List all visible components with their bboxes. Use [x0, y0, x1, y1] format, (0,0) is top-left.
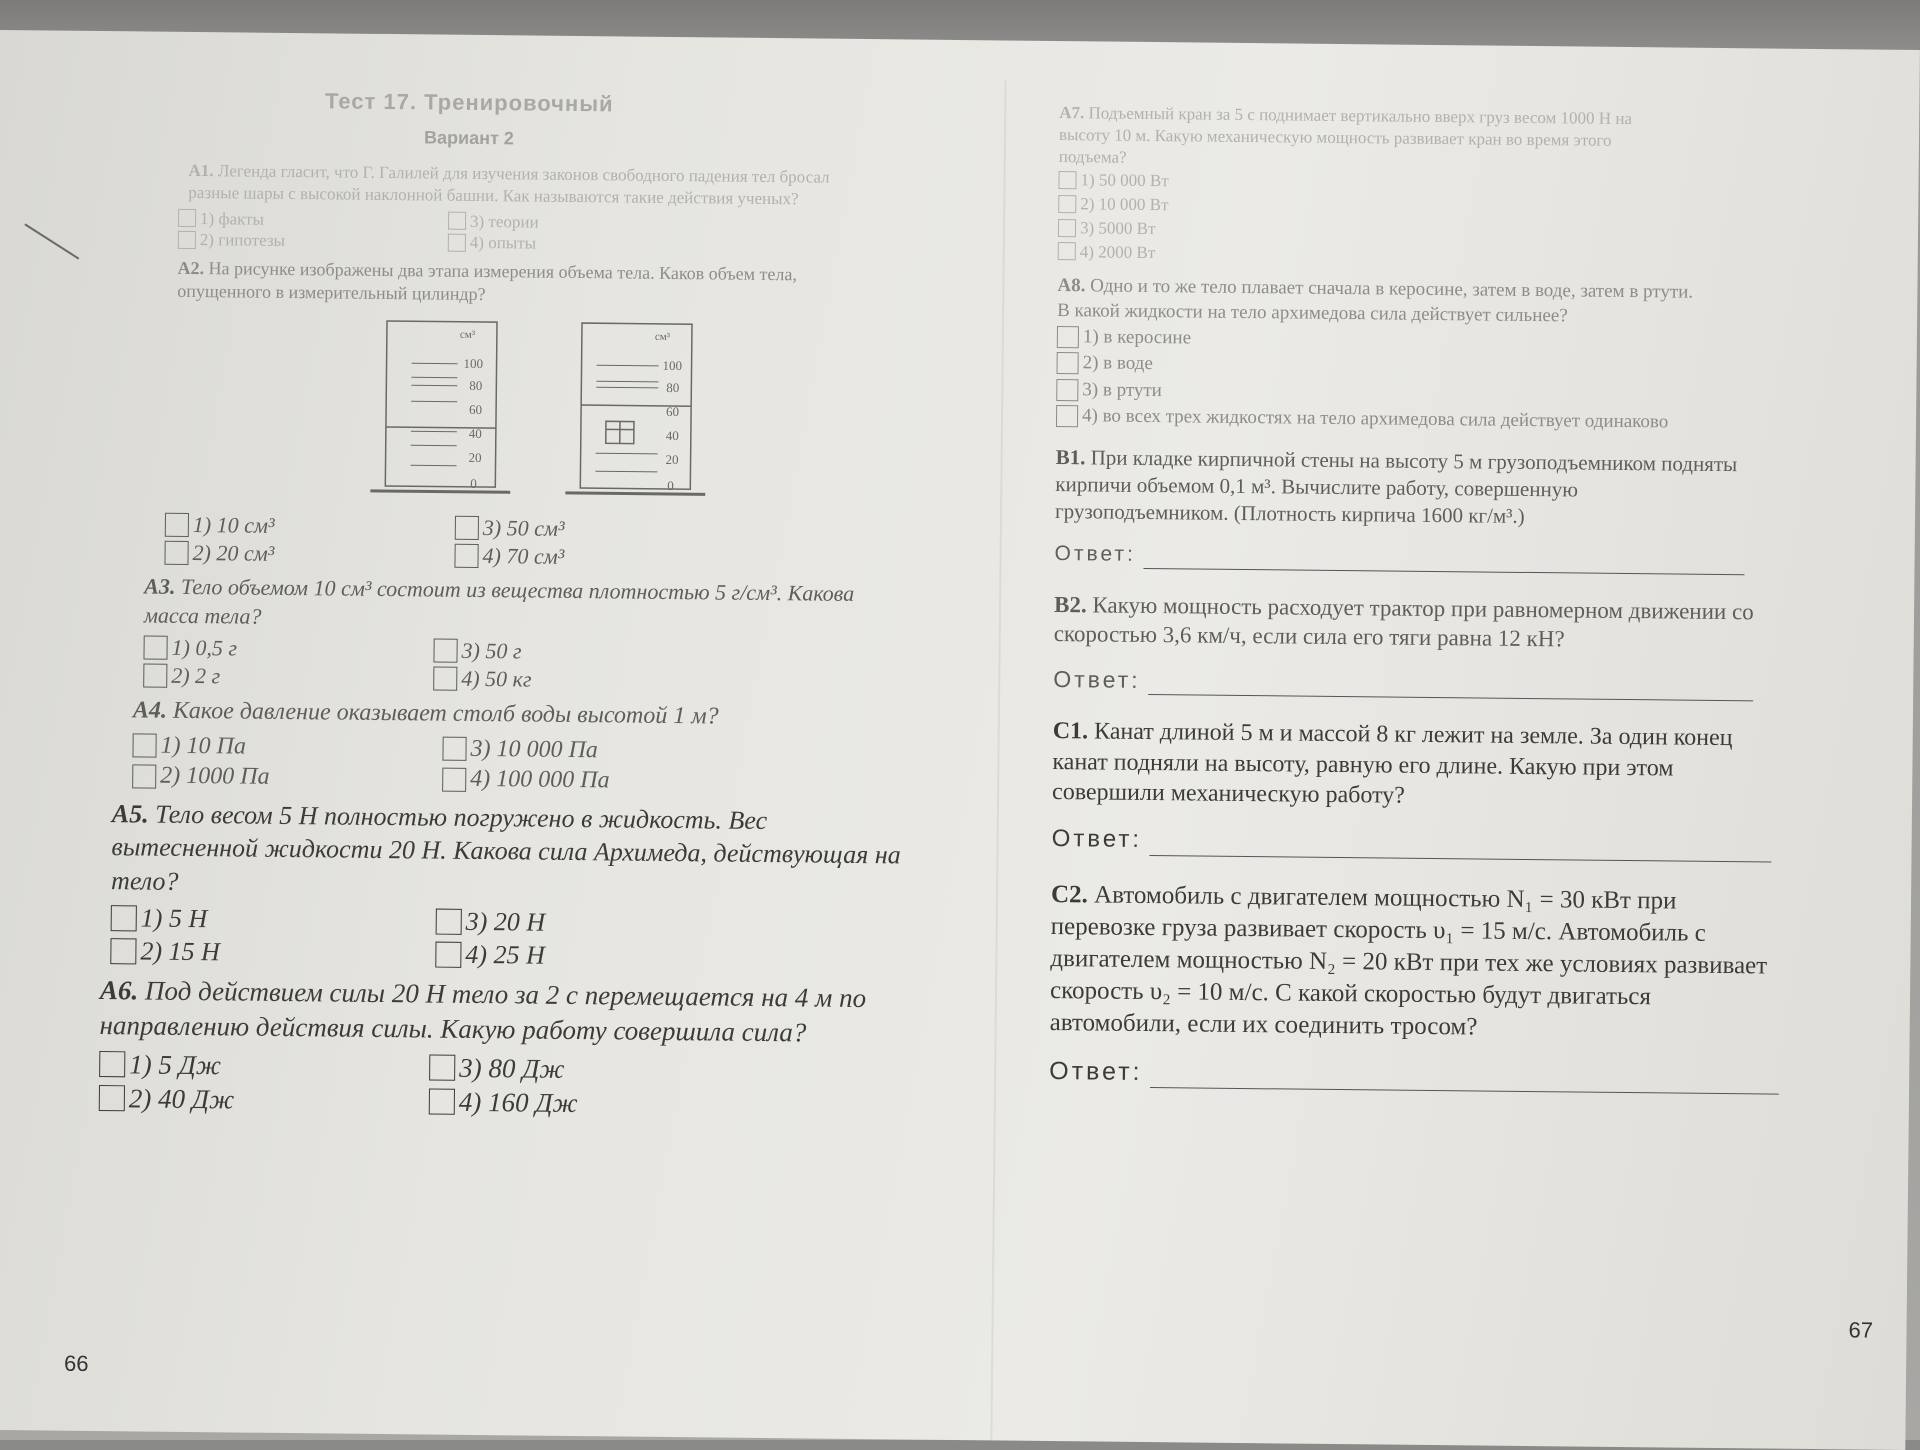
option-4[interactable]: 4) опыты [448, 232, 698, 256]
checkbox-icon[interactable] [143, 635, 167, 659]
option-1[interactable]: 1) факты [178, 207, 428, 231]
option-4[interactable]: 4) 2000 Вт [1058, 241, 1658, 269]
cylinder-unit: см³ [655, 331, 671, 343]
checkbox-icon[interactable] [442, 767, 466, 791]
book-spine [990, 80, 1006, 1440]
question-a5 [110, 797, 902, 976]
answer-field[interactable]: Ответ: [1053, 665, 1753, 702]
variant-label: Вариант 2 [119, 124, 819, 152]
checkbox-icon[interactable] [165, 513, 189, 537]
option-3[interactable]: 3) в ртути [1056, 378, 1696, 409]
question-text: Канат длиной 5 м и массой 8 кг лежит на земле. За один конец канат подняли на высоту, равную его длине. Какую при этом совершили механическую работу? [1052, 718, 1733, 809]
tick-label: 60 [666, 404, 679, 419]
right-page [1049, 96, 1779, 1094]
answer-options [132, 730, 733, 798]
open-workbook [0, 30, 1920, 1450]
answer-options [143, 633, 704, 695]
option-2[interactable]: 2) 20 см³ [164, 539, 434, 570]
cylinder-with-body [565, 321, 717, 499]
answer-line[interactable] [1150, 1069, 1779, 1095]
checkbox-icon[interactable] [1057, 352, 1079, 374]
cylinder-empty [370, 319, 522, 497]
checkbox-icon[interactable] [164, 541, 188, 565]
checkbox-icon[interactable] [448, 212, 466, 230]
option-4[interactable]: 4) 100 000 Па [442, 764, 732, 798]
question-text: Автомобиль с двигателем мощностью N₁ = 30 кВт при перевозке груза развивает скорость υ₁ = 15 м/с. Автомобиль с двигателем мощностью N₂ = 20 кВт при тех же условиях развивает скорость υ₂ = 10 м/с. С какой скоростью будут двигаться автомобили, если их соединить тросом? [1050, 881, 1768, 1040]
option-3[interactable]: 3) 5000 Вт [1058, 217, 1658, 245]
checkbox-icon[interactable] [1058, 219, 1076, 237]
question-label: А2. [177, 258, 204, 278]
question-text: На рисунке изображены два этапа измерения объема тела. Каков объем тела, опущенного в измерительный цилиндр? [177, 258, 797, 304]
option-1[interactable]: 1) 0,5 г [143, 633, 413, 664]
option-4[interactable]: 4) 25 Н [435, 938, 740, 974]
checkbox-icon[interactable] [429, 1054, 455, 1080]
page-number-right: 67 [1848, 1317, 1873, 1343]
tick-label: 0 [470, 476, 477, 491]
answer-options [99, 1047, 740, 1123]
question-b2 [1053, 590, 1754, 702]
answer-field[interactable]: Ответ: [1054, 541, 1744, 575]
option-3[interactable]: 3) 50 см³ [455, 514, 725, 545]
option-3[interactable]: 3) 10 000 Па [442, 733, 732, 767]
question-a4 [132, 695, 893, 799]
option-4[interactable]: 4) 70 см³ [454, 542, 724, 573]
answer-options [110, 901, 741, 974]
question-label: В1. [1056, 445, 1086, 469]
tick-label: 80 [469, 378, 482, 393]
question-c1 [1051, 716, 1772, 862]
question-label: А1. [188, 161, 213, 180]
question-label: В2. [1054, 592, 1087, 617]
option-2[interactable]: 2) 2 г [143, 661, 413, 692]
option-1[interactable]: 1) 50 000 Вт [1058, 169, 1658, 197]
tick-label: 0 [667, 478, 674, 493]
checkbox-icon[interactable] [1056, 379, 1078, 401]
option-2[interactable]: 2) 10 000 Вт [1058, 193, 1658, 221]
checkbox-icon[interactable] [178, 209, 196, 227]
checkbox-icon[interactable] [436, 908, 462, 934]
checkbox-icon[interactable] [429, 1089, 455, 1115]
question-label: А4. [133, 697, 167, 723]
answer-line[interactable] [1144, 550, 1745, 575]
checkbox-icon[interactable] [435, 941, 461, 967]
checkbox-icon[interactable] [448, 234, 466, 252]
option-2[interactable]: 2) 15 Н [110, 934, 415, 970]
option-1[interactable]: 1) 10 Па [132, 730, 422, 764]
checkbox-icon[interactable] [433, 638, 457, 662]
checkbox-icon[interactable] [1058, 242, 1076, 260]
checkbox-icon[interactable] [99, 1085, 125, 1111]
checkbox-icon[interactable] [143, 663, 167, 687]
option-3[interactable]: 3) 20 Н [436, 905, 741, 941]
checkbox-icon[interactable] [1056, 405, 1078, 427]
option-2[interactable]: 2) 1000 Па [132, 761, 422, 795]
checkbox-icon[interactable] [99, 1051, 125, 1077]
tick-label: 100 [662, 358, 682, 373]
checkbox-icon[interactable] [111, 905, 137, 931]
answer-line[interactable] [1150, 837, 1772, 863]
tick-label: 80 [666, 380, 679, 395]
answer-line[interactable] [1148, 676, 1753, 701]
answer-options [1058, 169, 1659, 268]
option-3[interactable]: 3) теории [448, 210, 698, 234]
question-text: При кладке кирпичной стены на высоту 5 м грузоподъемником подняты кирпичи объемом 0,1 м³. Вычислите работу, совершенную грузоподъемником. (Плотность кирпича 1600 кг/м³.) [1055, 446, 1737, 528]
tick-label: 40 [469, 426, 482, 441]
question-a2-options [164, 511, 725, 573]
question-c2 [1049, 879, 1781, 1095]
question-text: Одно и то же тело плавает сначала в керосине, затем в воде, затем в ртути. В какой жидкости на тело архимедова сила действует сильнее? [1057, 276, 1693, 326]
question-label: С1. [1053, 718, 1089, 744]
option-2[interactable]: 2) в воде [1056, 351, 1696, 382]
option-1[interactable]: 1) 10 см³ [165, 511, 435, 542]
question-a8 [1056, 274, 1698, 435]
question-a7 [1058, 102, 1660, 269]
question-label: А8. [1057, 275, 1085, 296]
checkbox-icon[interactable] [110, 938, 136, 964]
checkbox-icon[interactable] [442, 737, 466, 761]
question-a6 [99, 974, 890, 1124]
checkbox-icon[interactable] [433, 666, 457, 690]
question-text: Тело объемом 10 см³ состоит из вещества плотностью 5 г/см³. Какова масса тела? [144, 574, 854, 628]
answer-options [1056, 325, 1697, 435]
checkbox-icon[interactable] [454, 544, 478, 568]
option-3[interactable]: 3) 50 г [433, 636, 703, 667]
question-label: А6. [100, 976, 139, 1006]
option-2[interactable]: 2) 40 Дж [99, 1081, 409, 1119]
tick-label: 20 [666, 452, 679, 467]
question-label: А5. [112, 799, 149, 828]
option-2[interactable]: 2) гипотезы [178, 229, 428, 253]
answer-field[interactable]: Ответ: [1051, 824, 1771, 862]
question-text: Тело весом 5 Н полностью погружено в жидкость. Вес вытесненной жидкости 20 Н. Какова сила Архимеда, действующая на тело? [111, 800, 901, 896]
answer-options [164, 511, 725, 573]
question-text: Какое давление оказывает столб воды высотой 1 м? [173, 698, 719, 730]
option-4[interactable]: 4) 160 Дж [429, 1085, 739, 1123]
checkbox-icon[interactable] [1057, 326, 1079, 348]
question-a2 [177, 257, 857, 310]
checkbox-icon[interactable] [455, 516, 479, 540]
tick-label: 100 [464, 356, 484, 371]
cylinder-figure [370, 319, 897, 500]
question-label: А7. [1059, 103, 1084, 122]
answer-field[interactable]: Ответ: [1049, 1055, 1779, 1095]
question-text: Под действием силы 20 Н тело за 2 с перемещается на 4 м по направлению действия силы. Какую работу совершила сила? [99, 976, 866, 1047]
question-text: Легенда гласит, что Г. Галилей для изучения законов свободного падения тел бросал разные шары с высокой наклонной башни. Как называются такие действия ученых? [188, 161, 829, 208]
option-4[interactable]: 4) во всех трех жидкостях на тело архимедова сила действует одинаково [1056, 404, 1696, 435]
checkbox-icon[interactable] [178, 231, 196, 249]
option-1[interactable]: 1) 5 Дж [99, 1047, 409, 1085]
question-label: А3. [144, 574, 175, 599]
left-page [109, 86, 900, 1124]
page-number-left: 66 [64, 1351, 89, 1377]
option-3[interactable]: 3) 80 Дж [429, 1050, 739, 1088]
answer-options [178, 207, 698, 256]
tick-label: 20 [469, 450, 482, 465]
tick-label: 60 [469, 402, 482, 417]
option-4[interactable]: 4) 50 кг [433, 664, 703, 695]
question-a1 [188, 160, 839, 258]
question-text: Какую мощность расходует трактор при равномерном движении со скоростью 3,6 км/ч, если сила его тяги равна 12 кН? [1054, 592, 1754, 651]
test-title: Тест 17. Тренировочный [119, 86, 819, 119]
question-text: Подъемный кран за 5 с поднимает вертикально вверх груз весом 1000 Н на высоту 10 м. Какую механическую мощность развивает кран во время этого подъема? [1059, 103, 1632, 166]
question-b1 [1054, 444, 1745, 575]
checkbox-icon[interactable] [1058, 171, 1076, 189]
option-1[interactable]: 1) 5 Н [111, 901, 416, 937]
option-1[interactable]: 1) в керосине [1057, 325, 1697, 356]
checkbox-icon[interactable] [132, 764, 156, 788]
tick-label: 40 [666, 428, 679, 443]
question-label: С2. [1051, 881, 1088, 908]
checkbox-icon[interactable] [1058, 195, 1076, 213]
question-a3 [143, 573, 884, 697]
checkbox-icon[interactable] [132, 733, 156, 757]
cylinder-unit: см³ [460, 329, 476, 341]
pencil-mark [24, 223, 79, 259]
